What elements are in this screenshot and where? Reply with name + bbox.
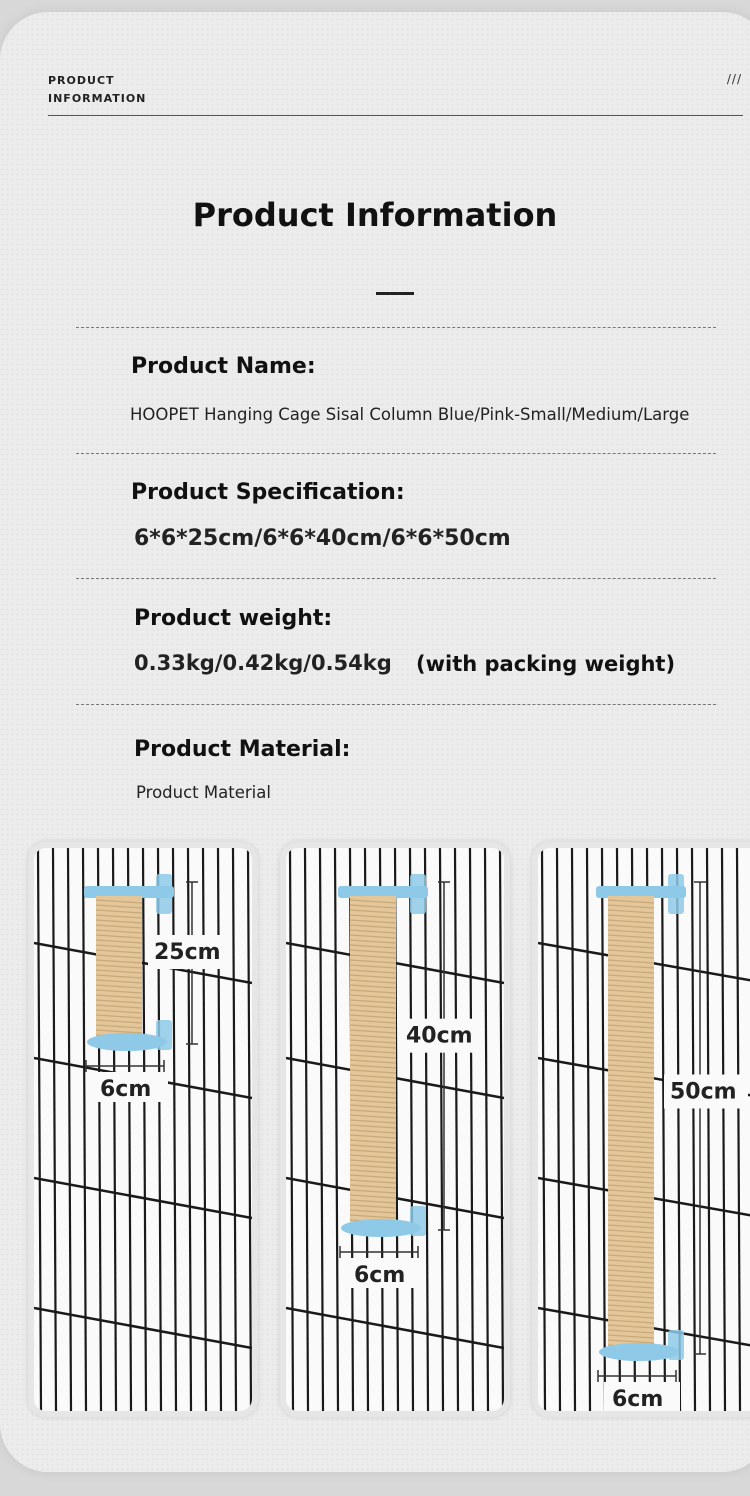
product-weight-heading: Product weight: bbox=[134, 606, 333, 631]
product-material-heading: Product Material: bbox=[134, 737, 351, 762]
divider bbox=[76, 704, 716, 705]
product-weight-value: 0.33kg/0.42kg/0.54kg bbox=[134, 651, 392, 675]
bottom-bracket-clip bbox=[668, 1330, 684, 1360]
page-title: Product Information bbox=[192, 196, 558, 234]
divider bbox=[76, 327, 716, 328]
size-photos bbox=[28, 842, 750, 1417]
header-divider bbox=[48, 115, 743, 116]
photo-small bbox=[28, 842, 258, 1417]
top-bracket-clip bbox=[156, 874, 172, 914]
width-label: 6cm bbox=[354, 1263, 406, 1288]
height-label: 25cm bbox=[154, 940, 221, 965]
product-spec-value: 6*6*25cm/6*6*40cm/6*6*50cm bbox=[134, 526, 511, 551]
header-label: PRODUCT INFORMATION bbox=[48, 74, 147, 105]
bottom-bracket bbox=[341, 1219, 421, 1237]
top-bracket-clip bbox=[410, 874, 426, 914]
bottom-bracket bbox=[87, 1033, 167, 1051]
photo-large bbox=[532, 842, 750, 1417]
product-name-value: HOOPET Hanging Cage Sisal Column Blue/Pink-Small/Medium/Large bbox=[130, 405, 690, 424]
cage-wires bbox=[290, 848, 503, 1411]
height-dimension bbox=[694, 882, 706, 1354]
product-weight-note: (with packing weight) bbox=[416, 652, 676, 676]
photo-medium bbox=[280, 842, 510, 1417]
height-label: 40cm bbox=[406, 1023, 473, 1049]
product-name-heading: Product Name: bbox=[131, 354, 316, 379]
product-material-value: Product Material bbox=[136, 783, 271, 802]
cage-wires bbox=[38, 848, 251, 1411]
bottom-bracket-clip bbox=[156, 1020, 172, 1050]
width-label: 6cm bbox=[612, 1387, 664, 1411]
header-mark: /// bbox=[726, 72, 742, 86]
divider bbox=[76, 453, 716, 454]
bottom-bracket-clip bbox=[410, 1206, 426, 1236]
top-bracket-clip bbox=[668, 874, 684, 914]
divider bbox=[76, 578, 716, 579]
width-label: 6cm bbox=[100, 1077, 152, 1102]
title-underline bbox=[376, 292, 414, 295]
height-label: 50cm bbox=[670, 1079, 737, 1105]
bottom-bracket bbox=[599, 1343, 679, 1361]
product-spec-heading: Product Specification: bbox=[131, 480, 405, 505]
